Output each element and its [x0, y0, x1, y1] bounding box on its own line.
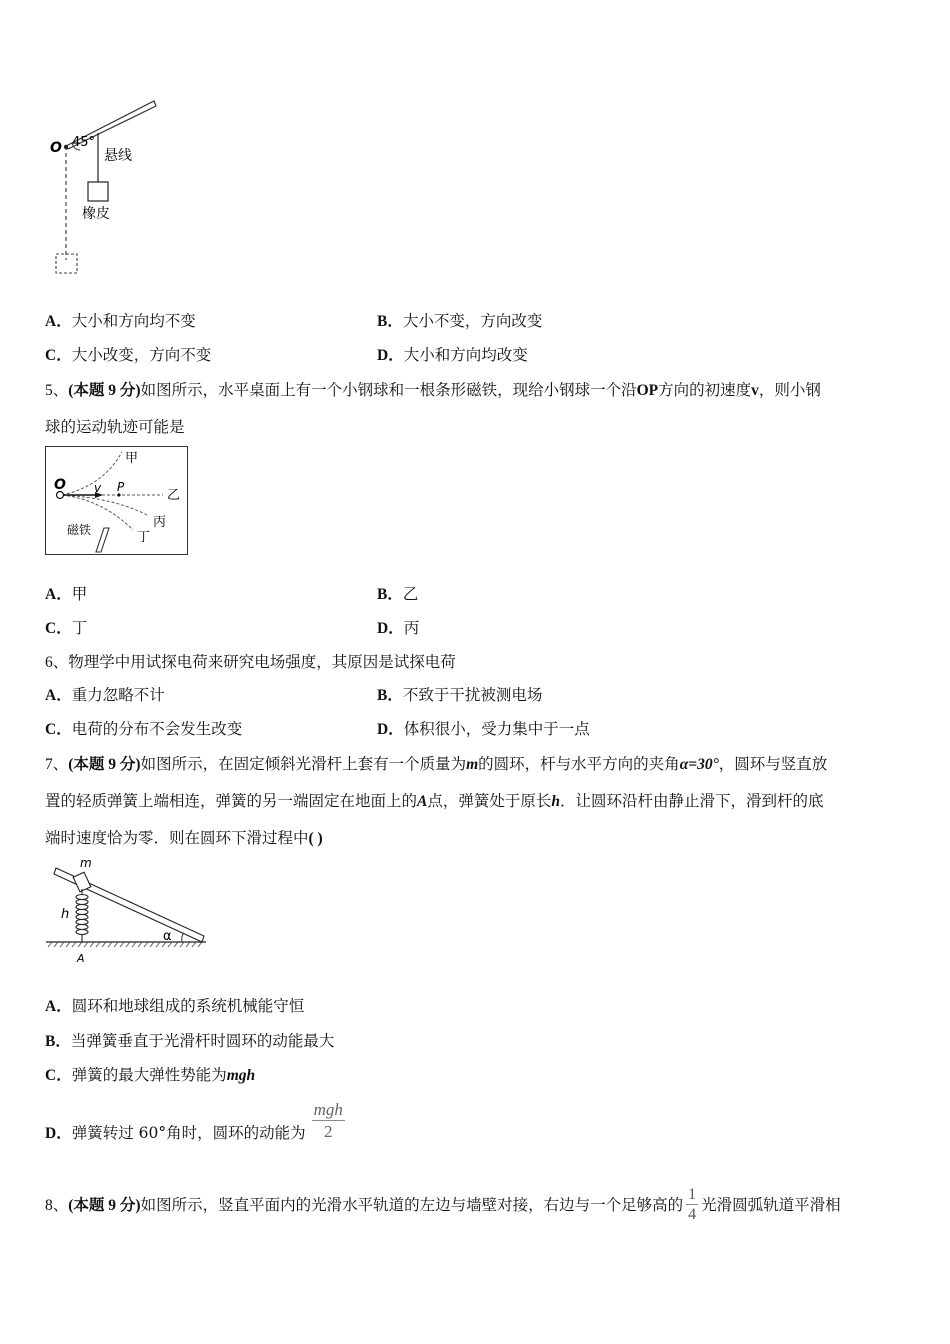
q7-figure	[44, 856, 210, 964]
path-bing	[62, 495, 149, 516]
q7-option-a[interactable]: A．圆环和地球组成的系统机械能守恒	[45, 997, 305, 1015]
q6-option-c[interactable]: C．电荷的分布不会发生改变	[45, 720, 243, 738]
q4-option-b[interactable]: B．大小不变，方向改变	[377, 312, 543, 330]
pivot-point	[64, 145, 68, 149]
eraser-block	[88, 182, 108, 201]
label-yi: 乙	[167, 488, 181, 503]
q7-option-b[interactable]: B．当弹簧垂直于光滑杆时圆环的动能最大	[45, 1032, 335, 1050]
label-alpha: α	[163, 929, 172, 944]
q7-stem-line1: 7、(本题 9 分)如图所示，在固定倾斜光滑杆上套有一个质量为m的圆环，杆与水平方向的夹角α=30°，圆环与竖直放	[45, 755, 828, 773]
q5-option-a[interactable]: A．甲	[45, 585, 88, 603]
label-bing: 丙	[153, 515, 167, 530]
fraction-mgh-over-2: $\frac{\text{mgh}}{2}$	[313, 1099, 343, 1141]
q5-option-c[interactable]: C．丁	[45, 619, 88, 637]
label-m: m	[80, 856, 92, 870]
spring	[76, 889, 88, 942]
label-jia: 甲	[125, 451, 139, 466]
label-p: P	[117, 480, 125, 494]
ring	[73, 872, 91, 892]
pendulum-figure	[40, 92, 170, 282]
q7-option-d[interactable]: D．弹簧转过 60°角时，圆环的动能为 $\frac{\text{mgh}}{2}$	[45, 1099, 343, 1142]
label-eraser: 橡皮	[82, 206, 110, 222]
label-angle: 45°	[72, 135, 96, 150]
q7-stem-line2: 置的轻质弹簧上端相连，弹簧的另一端固定在地面上的A点，弹簧处于原长h．让圆环沿杆由静止滑下，滑到杆的底	[45, 792, 824, 810]
q6-option-d[interactable]: D．体积很小，受力集中于一点	[377, 720, 590, 738]
label-a: A	[77, 952, 85, 964]
label-ding: 丁	[137, 530, 151, 545]
q5-option-b[interactable]: B．乙	[377, 585, 419, 603]
q6-stem: 6、物理学中用试探电荷来研究电场强度，其原因是试探电荷	[45, 653, 456, 671]
q4-option-c[interactable]: C．大小改变，方向不变	[45, 346, 212, 364]
angle-arc	[182, 933, 184, 942]
ground-hatch	[48, 942, 202, 947]
label-o: O	[50, 140, 62, 156]
q4-option-a[interactable]: A．大小和方向均不变	[45, 312, 196, 330]
q6-option-b[interactable]: B．不致于干扰被测电场	[377, 686, 543, 704]
q4-option-d[interactable]: D．大小和方向均改变	[377, 346, 528, 364]
q6-option-a[interactable]: A．重力忽略不计	[45, 686, 165, 704]
label-h: h	[61, 907, 70, 922]
fraction-one-quarter: $\frac{1}{4}$	[688, 1185, 697, 1223]
label-thread: 悬线	[104, 148, 132, 164]
q5-option-d[interactable]: D．丙	[377, 619, 420, 637]
q5-stem-line1: 5、(本题 9 分)如图所示，水平桌面上有一个小钢球和一根条形磁铁，现给小钢球一个沿OP方向的初速度v，则小钢	[45, 381, 821, 399]
q7-option-c[interactable]: C．弹簧的最大弹性势能为mgh	[45, 1066, 256, 1084]
q8-stem-line1: 8、(本题 9 分)如图所示，竖直平面内的光滑水平轨道的左边与墙壁对接，右边与一个足够高的 $\frac{1}{4}$ 光滑圆弧轨道平滑相	[45, 1185, 841, 1223]
label-magnet: 磁铁	[67, 523, 92, 537]
path-jia	[62, 452, 122, 495]
q7-stem-line3: 端时速度恰为零．则在圆环下滑过程中( )	[45, 829, 323, 847]
q5-stem-line2: 球的运动轨迹可能是	[45, 418, 185, 436]
q5-figure	[45, 446, 189, 556]
label-v: v	[94, 481, 102, 495]
eraser-ghost	[56, 254, 77, 273]
bar-magnet	[96, 528, 109, 552]
label-o: O	[54, 477, 66, 493]
